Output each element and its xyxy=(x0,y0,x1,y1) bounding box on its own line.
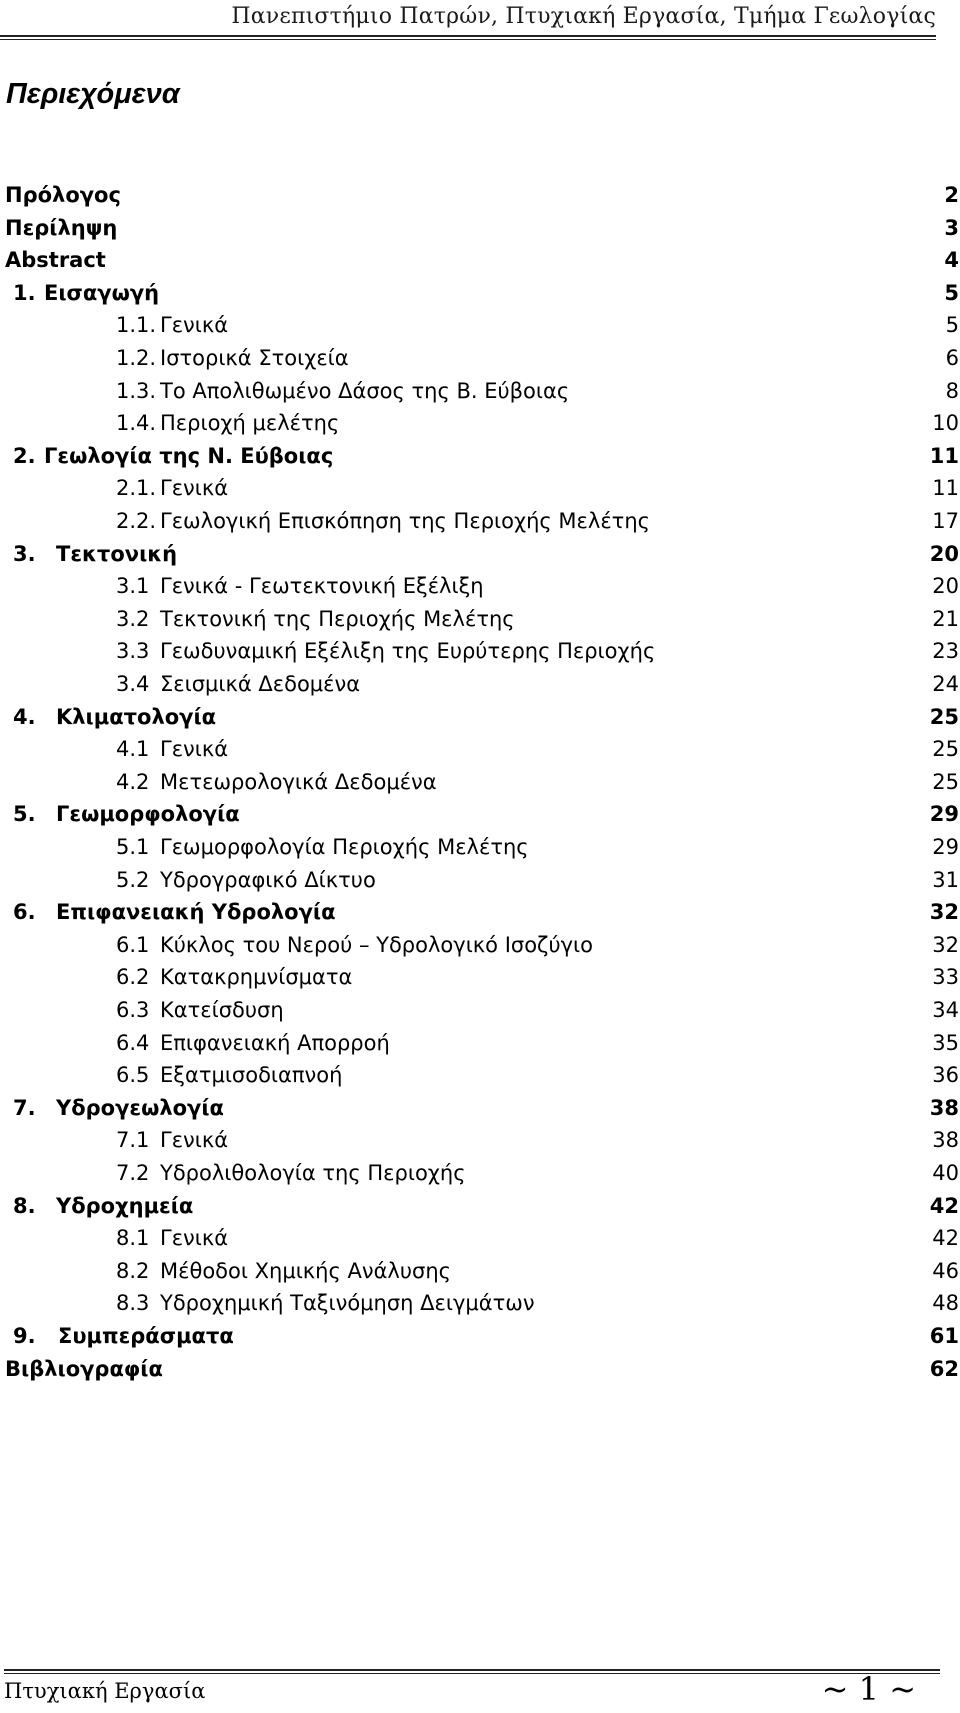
toc-entry-number: 5.2 xyxy=(116,867,150,892)
toc-entry xyxy=(0,1320,960,1353)
toc-entry xyxy=(0,1157,960,1190)
toc-entry-label: Υδροχημεία xyxy=(56,1193,194,1218)
toc-entry-label: Εισαγωγή xyxy=(44,280,160,305)
toc-entry-page: 46 xyxy=(932,1258,959,1283)
toc-entry xyxy=(0,472,960,505)
toc-entry xyxy=(0,701,960,734)
toc-entry-number: 7.2 xyxy=(116,1161,150,1185)
toc-entry-page: 17 xyxy=(932,509,959,533)
toc-entry-label: Βιβλιογραφία xyxy=(5,1356,163,1381)
toc-entry xyxy=(0,1287,960,1320)
toc-entry xyxy=(0,212,960,245)
toc-entry-page: 8 xyxy=(945,378,959,403)
toc-entry xyxy=(0,1027,960,1060)
toc-entry-page: 11 xyxy=(929,443,959,468)
toc-entry xyxy=(0,733,960,766)
toc-entry-label: Γεωμορφολογία Περιοχής Μελέτης xyxy=(160,835,529,859)
toc-entry-page: 42 xyxy=(932,1226,959,1251)
toc-entry-label: Κύκλος του Νερού – Υδρολογικό Ισοζύγιο xyxy=(160,932,594,957)
toc-entry-label: Επιφανειακή Υδρολογία xyxy=(56,900,336,925)
footer-rule-thick xyxy=(4,1669,940,1671)
toc-entry-label: Μέθοδοι Χημικής Ανάλυσης xyxy=(160,1258,451,1283)
toc-entry-page: 40 xyxy=(932,1161,959,1185)
toc-entry-label: Γενικά xyxy=(160,1226,229,1251)
toc-entry xyxy=(0,440,960,473)
toc-entry-page: 20 xyxy=(932,574,959,599)
toc-entry xyxy=(0,961,960,994)
toc-title: Περιεχόμενα xyxy=(6,78,180,110)
toc-entry-label: Εξατμισοδιαπνοή xyxy=(160,1063,343,1088)
toc-entry-label: Γεωλογική Επισκόπηση της Περιοχής Μελέτης xyxy=(160,509,650,533)
toc-entry xyxy=(0,766,960,799)
toc-entry-label: Abstract xyxy=(5,248,106,273)
footer-label: Πτυχιακή Εργασία xyxy=(4,1679,206,1703)
toc-entry-number: 7.1 xyxy=(116,1128,150,1153)
toc-entry xyxy=(0,179,960,212)
toc-entry-label: Κατείσδυση xyxy=(160,998,284,1022)
toc-entry-label: Τεκτονική xyxy=(56,541,178,566)
toc-entry-number: 1. xyxy=(13,280,36,305)
footer-rule-thin xyxy=(4,1673,940,1674)
toc-entry-label: Γεωλογία της Ν. Εύβοιας xyxy=(44,443,334,468)
toc-entry-number: 8.3 xyxy=(116,1291,150,1316)
toc-entry xyxy=(0,375,960,408)
toc-entry-page: 23 xyxy=(932,639,959,664)
toc-entry-page: 21 xyxy=(932,606,959,631)
toc-entry-number: 8.2 xyxy=(116,1258,150,1283)
toc-entry xyxy=(0,407,960,440)
toc-entry-number: 6.2 xyxy=(116,965,150,990)
toc-entry-label: Υδρολιθολογία της Περιοχής xyxy=(160,1161,466,1185)
toc-entry-label: Περιοχή μελέτης xyxy=(160,411,340,436)
toc-entry-number: 3. xyxy=(13,541,36,566)
toc-entry-number: 3.4 xyxy=(116,672,150,696)
toc-entry-number: 4.2 xyxy=(116,769,150,794)
toc-entry-number: 5. xyxy=(13,802,36,827)
toc-entry-label: Γενικά xyxy=(160,476,229,501)
toc-entry xyxy=(0,635,960,668)
toc-entry-page: 34 xyxy=(932,998,959,1022)
toc-entry xyxy=(0,342,960,375)
toc-entry-page: 11 xyxy=(932,476,959,501)
toc-entry-number: 4.1 xyxy=(116,737,150,762)
toc-entry-page: 35 xyxy=(932,1030,959,1055)
toc-entry-page: 38 xyxy=(932,1128,959,1153)
toc-entry-label: Υδρογεωλογία xyxy=(56,1095,224,1120)
toc-entry xyxy=(0,1092,960,1125)
toc-entry-number: 3.2 xyxy=(116,606,150,631)
toc-entry-page: 24 xyxy=(932,672,959,696)
toc-entry-label: Επιφανειακή Απορροή xyxy=(160,1030,390,1055)
toc-entry-number: 5.1 xyxy=(116,835,150,859)
toc-entry xyxy=(0,1222,960,1255)
toc-entry-page: 61 xyxy=(929,1324,959,1348)
toc-entry-label: Υδροχημική Ταξινόμηση Δειγμάτων xyxy=(160,1291,535,1316)
toc-entry-number: 3.1 xyxy=(116,574,150,599)
toc-entry-number: 6.5 xyxy=(116,1063,150,1088)
toc-entry-label: Γενικά - Γεωτεκτονική Εξέλιξη xyxy=(160,574,484,599)
toc-entry-page: 42 xyxy=(929,1193,959,1218)
toc-entry xyxy=(0,277,960,310)
toc-entry-page: 32 xyxy=(932,932,959,957)
toc-entry-page: 6 xyxy=(945,346,959,370)
toc-entry-label: Υδρογραφικό Δίκτυο xyxy=(160,867,376,892)
toc-entry-page: 36 xyxy=(932,1063,959,1088)
header-rule-thin xyxy=(0,39,936,40)
toc-entry-label: Σεισμικά Δεδομένα xyxy=(160,672,361,696)
toc-entry-page: 31 xyxy=(932,867,959,892)
toc-entry xyxy=(0,505,960,538)
toc-entry-number: 7. xyxy=(13,1095,36,1120)
toc-entry xyxy=(0,1255,960,1288)
toc-entry-page: 48 xyxy=(932,1291,959,1316)
toc-entry xyxy=(0,896,960,929)
toc-entry-page: 20 xyxy=(929,541,959,566)
toc-entry xyxy=(0,668,960,701)
toc-entry xyxy=(0,994,960,1027)
toc-entry-page: 29 xyxy=(932,835,959,859)
toc-entry xyxy=(0,244,960,277)
toc-entry xyxy=(0,1353,960,1386)
toc-entry xyxy=(0,538,960,571)
toc-entry-page: 10 xyxy=(932,411,959,436)
toc-entry-number: 1.2. xyxy=(116,346,157,370)
toc-entry xyxy=(0,831,960,864)
toc-entry xyxy=(0,309,960,342)
toc-entry-number: 1.4. xyxy=(116,411,157,436)
toc-entry-label: Γεωμορφολογία xyxy=(56,802,240,827)
toc-entry-page: 25 xyxy=(929,704,959,729)
toc-entry xyxy=(0,570,960,603)
toc-entry-label: Μετεωρολογικά Δεδομένα xyxy=(160,769,437,794)
toc-entry-page: 62 xyxy=(929,1356,959,1381)
toc-entry xyxy=(0,798,960,831)
toc-entry-number: 8.1 xyxy=(116,1226,150,1251)
toc-entry xyxy=(0,603,960,636)
toc-entry-label: Το Απολιθωμένο Δάσος της Β. Εύβοιας xyxy=(160,378,570,403)
toc-entry-number: 3.3 xyxy=(116,639,150,664)
toc-entry-number: 1.1. xyxy=(116,313,157,338)
header-rule-thick xyxy=(0,35,936,37)
toc-entry-label: Γενικά xyxy=(160,737,229,762)
toc-entry-page: 38 xyxy=(929,1095,959,1120)
toc-entry-label: Συμπεράσματα xyxy=(58,1324,234,1348)
toc-entry-number: 6.4 xyxy=(116,1030,150,1055)
toc-entry xyxy=(0,1059,960,1092)
toc-entry xyxy=(0,929,960,962)
toc-entry-label: Γενικά xyxy=(160,313,229,338)
toc-entry-number: 6.3 xyxy=(116,998,150,1022)
running-header: Πανεπιστήμιο Πατρών, Πτυχιακή Εργασία, Τμήμα Γεωλογίας xyxy=(231,4,936,29)
toc-entry xyxy=(0,1190,960,1223)
toc-entry-page: 32 xyxy=(929,900,959,925)
toc-entry-number: 8. xyxy=(13,1193,36,1218)
toc-entry-page: 5 xyxy=(945,313,959,338)
toc-entry-label: Τεκτονική της Περιοχής Μελέτης xyxy=(160,606,515,631)
toc-entry-page: 3 xyxy=(944,215,959,240)
toc-entry-page: 4 xyxy=(944,248,959,273)
toc-entry-label: Ιστορικά Στοιχεία xyxy=(160,346,349,370)
toc-entry-page: 25 xyxy=(932,737,959,762)
toc-entry-page: 29 xyxy=(929,802,959,827)
toc-entry-page: 25 xyxy=(932,769,959,794)
toc-entry-number: 2.2. xyxy=(116,509,157,533)
toc-entry-label: Γεωδυναμική Εξέλιξη της Ευρύτερης Περιοχής xyxy=(160,639,656,664)
toc-entry-number: 2. xyxy=(13,443,36,468)
page-number: ~ 1 ~ xyxy=(821,1670,916,1708)
toc-entry-label: Κατακρημνίσματα xyxy=(160,965,353,990)
toc-entry-number: 2.1. xyxy=(116,476,157,501)
toc-entry-number: 6.1 xyxy=(116,932,150,957)
toc-entry-label: Περίληψη xyxy=(5,215,118,240)
toc-entry-label: Πρόλογος xyxy=(5,183,121,207)
toc-entry-number: 6. xyxy=(13,900,36,925)
toc-entry-label: Γενικά xyxy=(160,1128,229,1153)
toc-entry-page: 33 xyxy=(932,965,959,990)
toc-entry-number: 1.3. xyxy=(116,378,157,403)
toc-entry-page: 5 xyxy=(944,280,959,305)
toc-entry xyxy=(0,864,960,897)
toc-entry-number: 9. xyxy=(13,1324,36,1348)
toc-entry-label: Κλιματολογία xyxy=(56,704,217,729)
toc-entry-number: 4. xyxy=(13,704,36,729)
toc-entry xyxy=(0,1124,960,1157)
toc-entry-page: 2 xyxy=(944,183,959,207)
